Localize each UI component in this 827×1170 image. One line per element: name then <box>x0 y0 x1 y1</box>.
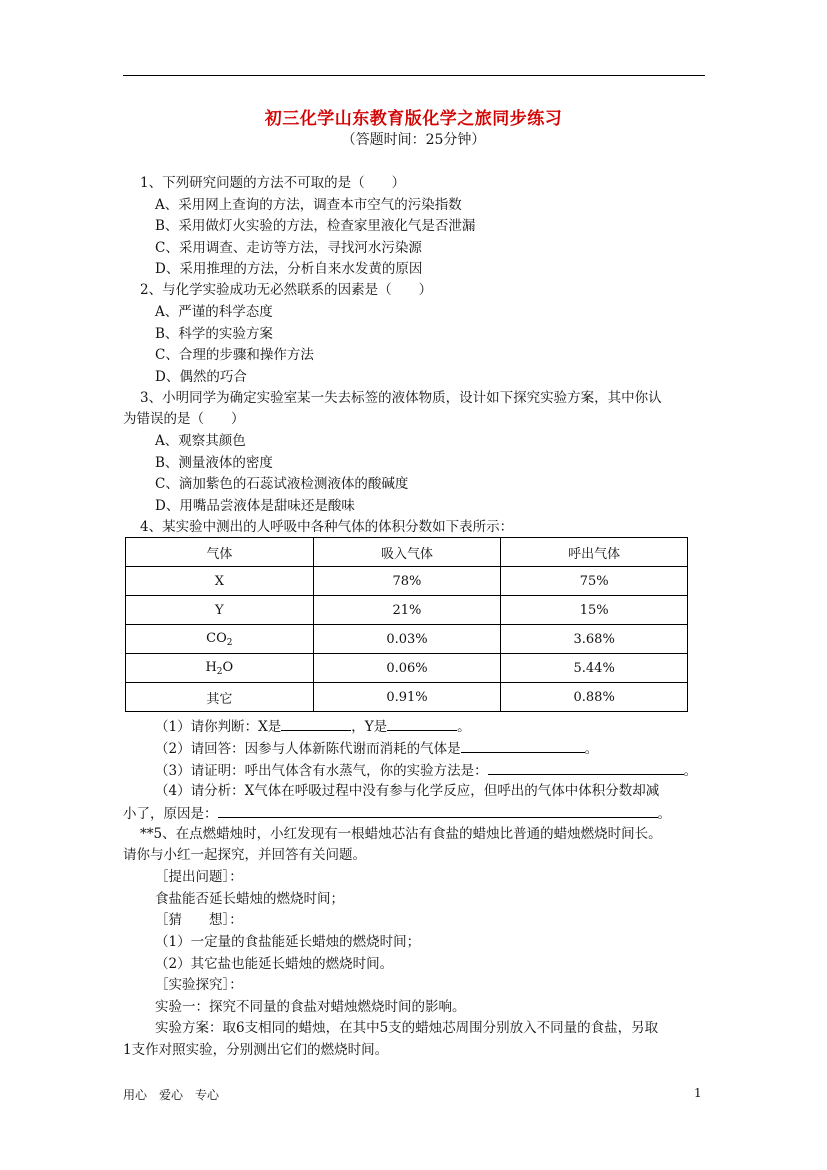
q5-raise-text: 食盐能否延长蜡烛的燃烧时间； <box>155 891 344 907</box>
table-header-row <box>126 538 688 567</box>
q5-plan-line1: 实验方案：取6支相同的蜡烛，在其中5支的蜡烛芯周围分别放入不同量的食盐，另取 <box>155 1020 659 1036</box>
gas-name-cell: X <box>126 567 314 596</box>
q5-exp1: 实验一：探究不同量的食盐对蜡烛燃烧时间的影响。 <box>155 999 466 1015</box>
q5-stem-line2: 请你与小红一起探究，并回答有关问题。 <box>123 847 366 863</box>
q2-option-d: D、偶然的巧合 <box>155 369 247 385</box>
gas-volume-table <box>125 537 688 712</box>
q3-stem-line1: 3、小明同学为确定实验室某一失去标签的液体物质，设计如下探究实验方案，其中你认 <box>140 390 662 406</box>
formula-main: H <box>205 659 217 675</box>
table-header-cell: 气体 <box>126 538 314 567</box>
q4-sub1-end: 。 <box>457 719 471 735</box>
inhaled-cell: 0.03% <box>313 625 501 654</box>
q4-sub1 <box>155 716 471 736</box>
q3-option-c: C、滴加紫色的石蕊试液检测液体的酸碱度 <box>155 476 409 492</box>
table-row <box>126 683 688 712</box>
q1-option-a: A、采用网上查询的方法，调查本市空气的污染指数 <box>155 197 462 213</box>
page-title: 初三化学山东教育版化学之旅同步练习 <box>264 109 563 129</box>
q4-sub1-prefix: （1）请你判断：X是 <box>155 719 282 735</box>
header-rule <box>123 75 705 76</box>
q3-option-d: D、用嘴品尝液体是甜味还是酸味 <box>155 498 355 514</box>
table-row <box>126 567 688 596</box>
q5-guess-2: （2）其它盐也能延长蜡烛的燃烧时间。 <box>155 956 394 972</box>
exhaled-cell: 75% <box>501 567 688 596</box>
gas-name-cell: Y <box>126 596 314 625</box>
q4-sub2-end: 。 <box>584 741 599 757</box>
inhaled-cell: 0.91% <box>313 683 501 712</box>
table-row <box>126 625 688 654</box>
q1-option-d: D、采用推理的方法，分析自来水发黄的原因 <box>155 261 423 277</box>
q4-sub2 <box>155 738 598 758</box>
exhaled-cell: 3.68% <box>501 625 688 654</box>
q2-stem: 2、与化学实验成功无必然联系的因素是（ ） <box>140 282 433 298</box>
q4-sub4-end: 。 <box>657 806 671 822</box>
q4-sub4-line2 <box>123 803 671 823</box>
q4-sub4-line1: （4）请分析：X气体在呼吸过程中没有参与化学反应，但呼出的气体中体积分数却减 <box>155 783 660 799</box>
table-header-cell: 呼出气体 <box>501 538 688 567</box>
answer-blank-method[interactable] <box>488 760 684 775</box>
q5-plan-line2: 1支作对照实验，分别测出它们的燃烧时间。 <box>123 1042 389 1058</box>
exhaled-cell: 5.44% <box>501 654 688 683</box>
gas-name-cell <box>126 625 314 654</box>
q1-option-c: C、采用调查、走访等方法，寻找河水污染源 <box>155 240 422 256</box>
answer-blank-x[interactable] <box>281 716 351 731</box>
page-subtitle: （答题时间：25分钟） <box>341 132 486 148</box>
table-header-cell: 吸入气体 <box>313 538 501 567</box>
q3-option-b: B、测量液体的密度 <box>155 455 273 471</box>
q3-stem-line2: 为错误的是（ ） <box>123 411 245 427</box>
q4-sub3-end: 。 <box>683 763 698 779</box>
formula-subscript: 2 <box>226 637 233 648</box>
inhaled-cell: 0.06% <box>313 654 501 683</box>
q5-raise-label: ［提出问题］： <box>155 869 243 885</box>
formula-tail: O <box>222 659 234 675</box>
q4-sub2-prefix: （2）请回答：因参与人体新陈代谢而消耗的气体是 <box>155 741 461 757</box>
page-number: 1 <box>694 1086 702 1100</box>
q1-stem: 1、下列研究问题的方法不可取的是（ ） <box>140 175 406 191</box>
inhaled-cell: 21% <box>313 596 501 625</box>
q2-option-a: A、严谨的科学态度 <box>155 304 273 320</box>
answer-blank-consumed-gas[interactable] <box>461 738 585 753</box>
q5-guess-label: ［猜 想］： <box>155 912 243 928</box>
inhaled-cell: 78% <box>313 567 501 596</box>
q4-sub4-prefix: 小了，原因是： <box>123 806 218 822</box>
table-row <box>126 654 688 683</box>
q5-stem-line1: **5、在点燃蜡烛时，小红发现有一根蜡烛芯沾有食盐的蜡烛比普通的蜡烛燃烧时间长。 <box>140 826 662 842</box>
footer-motto: 用心 爱心 专心 <box>123 1088 220 1102</box>
table-row <box>126 596 688 625</box>
q4-sub1-mid: ，Y是 <box>351 719 388 735</box>
q2-option-b: B、科学的实验方案 <box>155 326 273 342</box>
formula-main: CO <box>206 630 227 646</box>
exhaled-cell: 0.88% <box>501 683 688 712</box>
gas-name-cell <box>126 654 314 683</box>
q4-sub3-prefix: （3）请证明：呼出气体含有水蒸气，你的实验方法是： <box>155 763 488 779</box>
answer-blank-reason[interactable] <box>218 803 658 818</box>
gas-name-cell: 其它 <box>126 683 314 712</box>
q4-sub3 <box>155 760 697 780</box>
q3-option-a: A、观察其颜色 <box>155 433 246 449</box>
exhaled-cell: 15% <box>501 596 688 625</box>
answer-blank-y[interactable] <box>387 716 457 731</box>
formula-subscript: 2 <box>216 666 223 677</box>
q2-option-c: C、合理的步骤和操作方法 <box>155 347 314 363</box>
q5-guess-1: （1）一定量的食盐能延长蜡烛的燃烧时间； <box>155 934 421 950</box>
q1-option-b: B、采用做灯火实验的方法，检查家里液化气是否泄漏 <box>155 218 476 234</box>
q5-explore-label: ［实验探究］： <box>155 977 243 993</box>
q4-stem: 4、某实验中测出的人呼吸中各种气体的体积分数如下表所示： <box>140 519 514 535</box>
